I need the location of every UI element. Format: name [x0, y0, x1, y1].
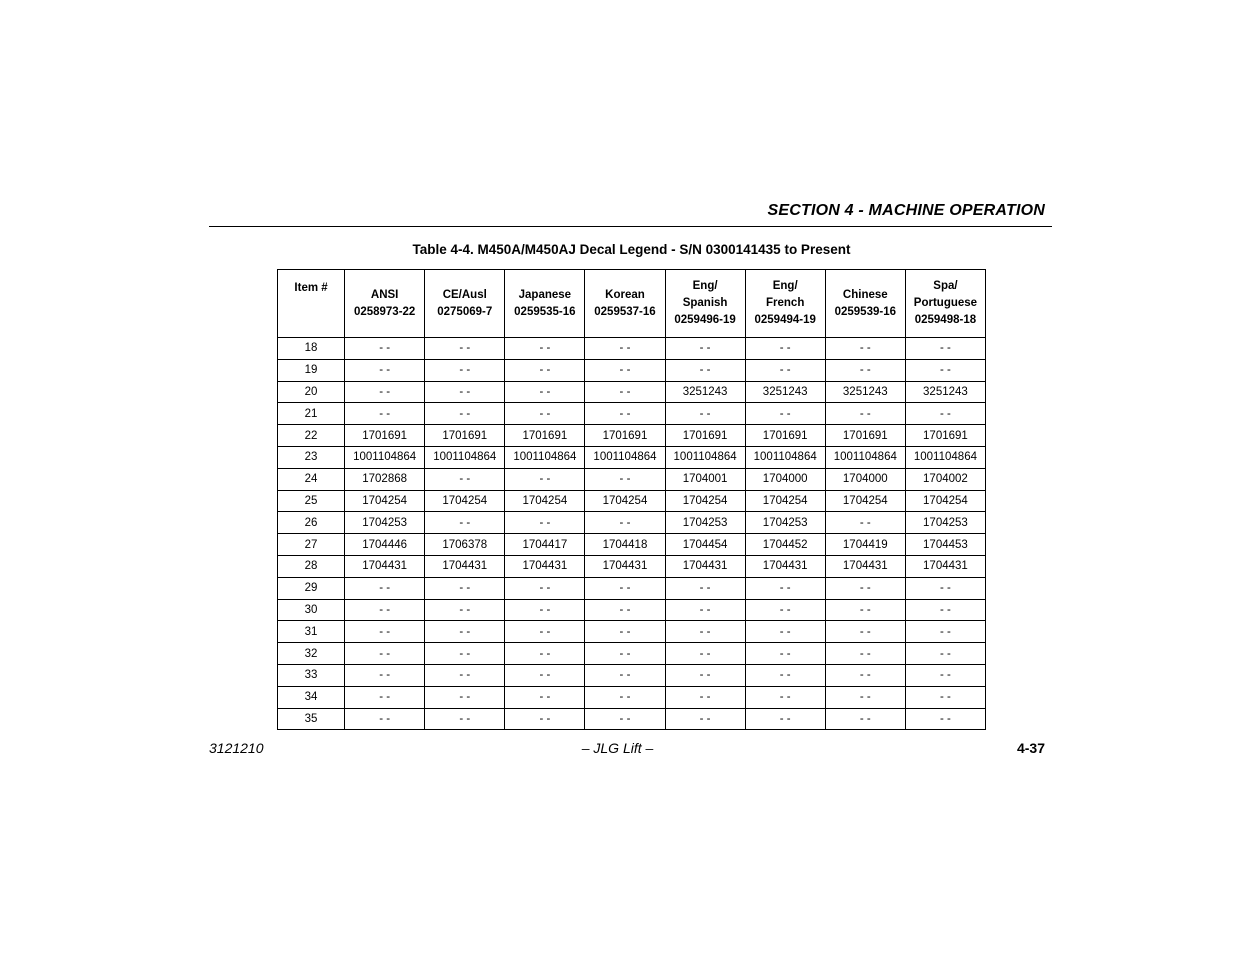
- table-row: [278, 512, 986, 534]
- column-header-line: 0259494-19: [754, 314, 816, 326]
- decal-part-cell: - -: [345, 621, 425, 643]
- column-header: [585, 270, 665, 338]
- decal-part-cell: - -: [745, 708, 825, 730]
- column-header-line: Portuguese: [913, 297, 978, 309]
- column-header-line: Item #: [294, 282, 328, 294]
- decal-part-cell: 1001104864: [505, 446, 585, 468]
- decal-part-cell: - -: [425, 621, 505, 643]
- decal-part-cell: - -: [745, 621, 825, 643]
- decal-part-cell: - -: [905, 359, 985, 381]
- column-header-line: ANSI: [370, 288, 399, 301]
- decal-part-cell: - -: [505, 512, 585, 534]
- decal-part-cell: - -: [425, 468, 505, 490]
- table-row: [278, 490, 986, 512]
- decal-part-cell: - -: [585, 664, 665, 686]
- decal-part-cell: - -: [585, 621, 665, 643]
- decal-part-cell: 1001104864: [665, 446, 745, 468]
- decal-part-cell: - -: [425, 599, 505, 621]
- decal-part-cell: - -: [665, 621, 745, 643]
- decal-part-cell: 1701691: [665, 425, 745, 447]
- decal-part-cell: - -: [425, 664, 505, 686]
- item-number-cell: 31: [278, 621, 345, 643]
- decal-part-cell: 1701691: [905, 425, 985, 447]
- decal-part-cell: - -: [345, 577, 425, 599]
- decal-part-cell: - -: [745, 599, 825, 621]
- column-header-line: Spanish: [682, 297, 728, 309]
- column-header: [825, 270, 905, 338]
- table-body: [278, 338, 986, 730]
- column-header-line: 0259535-16: [514, 305, 576, 318]
- column-header: [278, 270, 345, 338]
- section-title: SECTION 4 - MACHINE OPERATION: [767, 202, 1045, 219]
- column-header: [505, 270, 585, 338]
- decal-part-cell: 1704254: [825, 490, 905, 512]
- table-row: [278, 599, 986, 621]
- decal-part-cell: 1704431: [905, 555, 985, 577]
- decal-part-cell: - -: [745, 577, 825, 599]
- column-header: [905, 270, 985, 338]
- decal-part-cell: 1704452: [745, 534, 825, 556]
- decal-part-cell: - -: [745, 643, 825, 665]
- decal-part-cell: - -: [745, 686, 825, 708]
- table-row: [278, 555, 986, 577]
- decal-part-cell: - -: [425, 381, 505, 403]
- decal-part-cell: - -: [745, 403, 825, 425]
- item-number-cell: 21: [278, 403, 345, 425]
- decal-part-cell: 1704000: [825, 468, 905, 490]
- decal-part-cell: 1704254: [905, 490, 985, 512]
- decal-part-cell: - -: [505, 577, 585, 599]
- decal-part-cell: - -: [505, 359, 585, 381]
- decal-part-cell: 1704254: [745, 490, 825, 512]
- decal-part-cell: 1001104864: [825, 446, 905, 468]
- decal-part-cell: 1702868: [345, 468, 425, 490]
- decal-part-cell: - -: [825, 643, 905, 665]
- decal-part-cell: - -: [825, 577, 905, 599]
- item-number-cell: 27: [278, 534, 345, 556]
- decal-part-cell: - -: [345, 599, 425, 621]
- decal-part-cell: 1701691: [425, 425, 505, 447]
- decal-part-cell: 1701691: [345, 425, 425, 447]
- decal-part-cell: - -: [665, 599, 745, 621]
- decal-part-cell: - -: [905, 664, 985, 686]
- decal-part-cell: 1704254: [505, 490, 585, 512]
- decal-part-cell: - -: [345, 708, 425, 730]
- decal-part-cell: 1704001: [665, 468, 745, 490]
- decal-part-cell: - -: [745, 338, 825, 360]
- decal-part-cell: - -: [585, 381, 665, 403]
- column-header: [665, 270, 745, 338]
- decal-part-cell: 1704253: [345, 512, 425, 534]
- decal-part-cell: 1701691: [505, 425, 585, 447]
- decal-part-cell: - -: [665, 577, 745, 599]
- table-row: [278, 643, 986, 665]
- decal-part-cell: - -: [505, 621, 585, 643]
- decal-part-cell: 1704254: [585, 490, 665, 512]
- decal-part-cell: - -: [745, 664, 825, 686]
- decal-part-cell: 1704431: [345, 555, 425, 577]
- item-number-cell: 29: [278, 577, 345, 599]
- decal-part-cell: 1701691: [825, 425, 905, 447]
- decal-part-cell: - -: [425, 643, 505, 665]
- column-header-line: Spa/: [933, 280, 958, 292]
- decal-part-cell: - -: [505, 381, 585, 403]
- decal-part-cell: - -: [905, 686, 985, 708]
- item-number-cell: 20: [278, 381, 345, 403]
- column-header-line: Japanese: [518, 288, 572, 301]
- decal-part-cell: - -: [905, 577, 985, 599]
- decal-part-cell: 1704431: [665, 555, 745, 577]
- decal-part-cell: 1704431: [825, 555, 905, 577]
- column-header-line: Eng/: [772, 280, 798, 292]
- decal-part-cell: 1704000: [745, 468, 825, 490]
- decal-part-cell: - -: [585, 599, 665, 621]
- decal-part-cell: 1704254: [425, 490, 505, 512]
- decal-part-cell: - -: [825, 686, 905, 708]
- decal-part-cell: - -: [425, 686, 505, 708]
- item-number-cell: 24: [278, 468, 345, 490]
- decal-part-cell: 1001104864: [745, 446, 825, 468]
- decal-part-cell: - -: [505, 599, 585, 621]
- item-number-cell: 23: [278, 446, 345, 468]
- decal-part-cell: 1704431: [425, 555, 505, 577]
- decal-part-cell: - -: [825, 599, 905, 621]
- decal-part-cell: - -: [505, 338, 585, 360]
- decal-part-cell: 3251243: [665, 381, 745, 403]
- decal-part-cell: 1704419: [825, 534, 905, 556]
- decal-part-cell: - -: [745, 359, 825, 381]
- decal-part-cell: - -: [825, 664, 905, 686]
- decal-part-cell: 1001104864: [425, 446, 505, 468]
- decal-part-cell: 1704253: [665, 512, 745, 534]
- decal-part-cell: - -: [345, 686, 425, 708]
- table-row: [278, 425, 986, 447]
- decal-part-cell: - -: [505, 686, 585, 708]
- table-header-row: [278, 270, 986, 338]
- item-number-cell: 18: [278, 338, 345, 360]
- publisher: – JLG Lift –: [581, 740, 654, 756]
- column-header: [745, 270, 825, 338]
- decal-part-cell: - -: [425, 708, 505, 730]
- decal-part-cell: - -: [345, 643, 425, 665]
- decal-part-cell: 1001104864: [585, 446, 665, 468]
- item-number-cell: 35: [278, 708, 345, 730]
- decal-part-cell: - -: [505, 664, 585, 686]
- decal-part-cell: 3251243: [745, 381, 825, 403]
- table-row: [278, 621, 986, 643]
- table-title: Table 4-4. M450A/M450AJ Decal Legend - S/N 0300141435 to Present: [412, 242, 851, 257]
- decal-part-cell: - -: [425, 359, 505, 381]
- decal-part-cell: - -: [905, 338, 985, 360]
- decal-part-cell: - -: [825, 708, 905, 730]
- decal-part-cell: - -: [585, 359, 665, 381]
- decal-part-cell: - -: [825, 359, 905, 381]
- decal-part-cell: 1704418: [585, 534, 665, 556]
- decal-part-cell: - -: [665, 708, 745, 730]
- decal-part-cell: - -: [585, 643, 665, 665]
- page-number: 4-37: [1016, 740, 1045, 756]
- column-header-line: CE/Ausl: [442, 288, 487, 301]
- decal-part-cell: - -: [505, 468, 585, 490]
- decal-part-cell: - -: [825, 621, 905, 643]
- decal-part-cell: 1704253: [745, 512, 825, 534]
- item-number-cell: 32: [278, 643, 345, 665]
- column-header-line: 0259537-16: [594, 305, 656, 318]
- decal-part-cell: 1704254: [345, 490, 425, 512]
- decal-part-cell: - -: [905, 708, 985, 730]
- table-row: [278, 381, 986, 403]
- decal-part-cell: - -: [905, 403, 985, 425]
- decal-part-cell: - -: [665, 359, 745, 381]
- item-number-cell: 26: [278, 512, 345, 534]
- decal-part-cell: - -: [585, 708, 665, 730]
- decal-part-cell: - -: [665, 643, 745, 665]
- decal-part-cell: 1704254: [665, 490, 745, 512]
- item-number-cell: 30: [278, 599, 345, 621]
- column-header-line: 0259539-16: [834, 305, 896, 318]
- decal-part-cell: - -: [585, 403, 665, 425]
- table-row: [278, 664, 986, 686]
- decal-part-cell: - -: [905, 599, 985, 621]
- decal-part-cell: - -: [425, 512, 505, 534]
- decal-part-cell: - -: [585, 512, 665, 534]
- decal-part-cell: 1701691: [585, 425, 665, 447]
- item-number-cell: 33: [278, 664, 345, 686]
- decal-part-cell: 1704446: [345, 534, 425, 556]
- decal-part-cell: 1704454: [665, 534, 745, 556]
- decal-part-cell: - -: [665, 338, 745, 360]
- decal-part-cell: - -: [585, 468, 665, 490]
- decal-part-cell: - -: [425, 338, 505, 360]
- table-row: [278, 338, 986, 360]
- decal-part-cell: 1704002: [905, 468, 985, 490]
- item-number-cell: 25: [278, 490, 345, 512]
- item-number-cell: 19: [278, 359, 345, 381]
- decal-part-cell: 1001104864: [905, 446, 985, 468]
- column-header: [425, 270, 505, 338]
- table-row: [278, 359, 986, 381]
- table-row: [278, 686, 986, 708]
- doc-number: 3121210: [209, 740, 264, 756]
- table-row: [278, 468, 986, 490]
- decal-part-cell: 3251243: [825, 381, 905, 403]
- column-header-line: French: [766, 297, 805, 309]
- decal-legend-table: [277, 269, 986, 730]
- column-header-line: Chinese: [842, 288, 888, 301]
- table-row: [278, 577, 986, 599]
- item-number-cell: 22: [278, 425, 345, 447]
- column-header-line: Eng/: [692, 280, 718, 292]
- decal-part-cell: - -: [345, 664, 425, 686]
- decal-part-cell: 1704453: [905, 534, 985, 556]
- column-header-line: 0258973-22: [353, 305, 416, 318]
- decal-part-cell: - -: [585, 338, 665, 360]
- decal-part-cell: - -: [665, 403, 745, 425]
- item-number-cell: 28: [278, 555, 345, 577]
- decal-part-cell: - -: [825, 338, 905, 360]
- header-rule: [209, 226, 1052, 227]
- decal-part-cell: - -: [585, 577, 665, 599]
- decal-part-cell: - -: [345, 381, 425, 403]
- decal-part-cell: - -: [585, 686, 665, 708]
- column-header-line: 0275069-7: [437, 305, 493, 318]
- column-header-line: 0259498-18: [914, 314, 977, 326]
- column-header: [345, 270, 425, 338]
- decal-part-cell: 1704417: [505, 534, 585, 556]
- decal-part-cell: - -: [505, 643, 585, 665]
- decal-part-cell: - -: [665, 664, 745, 686]
- decal-part-cell: - -: [905, 643, 985, 665]
- decal-part-cell: 1704431: [585, 555, 665, 577]
- decal-part-cell: 1701691: [745, 425, 825, 447]
- decal-part-cell: - -: [425, 403, 505, 425]
- table-row: [278, 446, 986, 468]
- decal-part-cell: - -: [345, 359, 425, 381]
- decal-part-cell: - -: [505, 403, 585, 425]
- decal-part-cell: 1704253: [905, 512, 985, 534]
- table-row: [278, 708, 986, 730]
- decal-part-cell: - -: [825, 512, 905, 534]
- table-row: [278, 534, 986, 556]
- decal-part-cell: - -: [905, 621, 985, 643]
- decal-part-cell: - -: [505, 708, 585, 730]
- decal-part-cell: - -: [825, 403, 905, 425]
- decal-part-cell: 1001104864: [345, 446, 425, 468]
- item-number-cell: 34: [278, 686, 345, 708]
- column-header-line: Korean: [605, 288, 645, 301]
- decal-part-cell: 1704431: [505, 555, 585, 577]
- decal-part-cell: 3251243: [905, 381, 985, 403]
- table-row: [278, 403, 986, 425]
- decal-part-cell: - -: [665, 686, 745, 708]
- decal-part-cell: 1706378: [425, 534, 505, 556]
- decal-part-cell: - -: [345, 403, 425, 425]
- column-header-line: 0259496-19: [674, 314, 736, 326]
- decal-part-cell: 1704431: [745, 555, 825, 577]
- decal-part-cell: - -: [345, 338, 425, 360]
- decal-part-cell: - -: [425, 577, 505, 599]
